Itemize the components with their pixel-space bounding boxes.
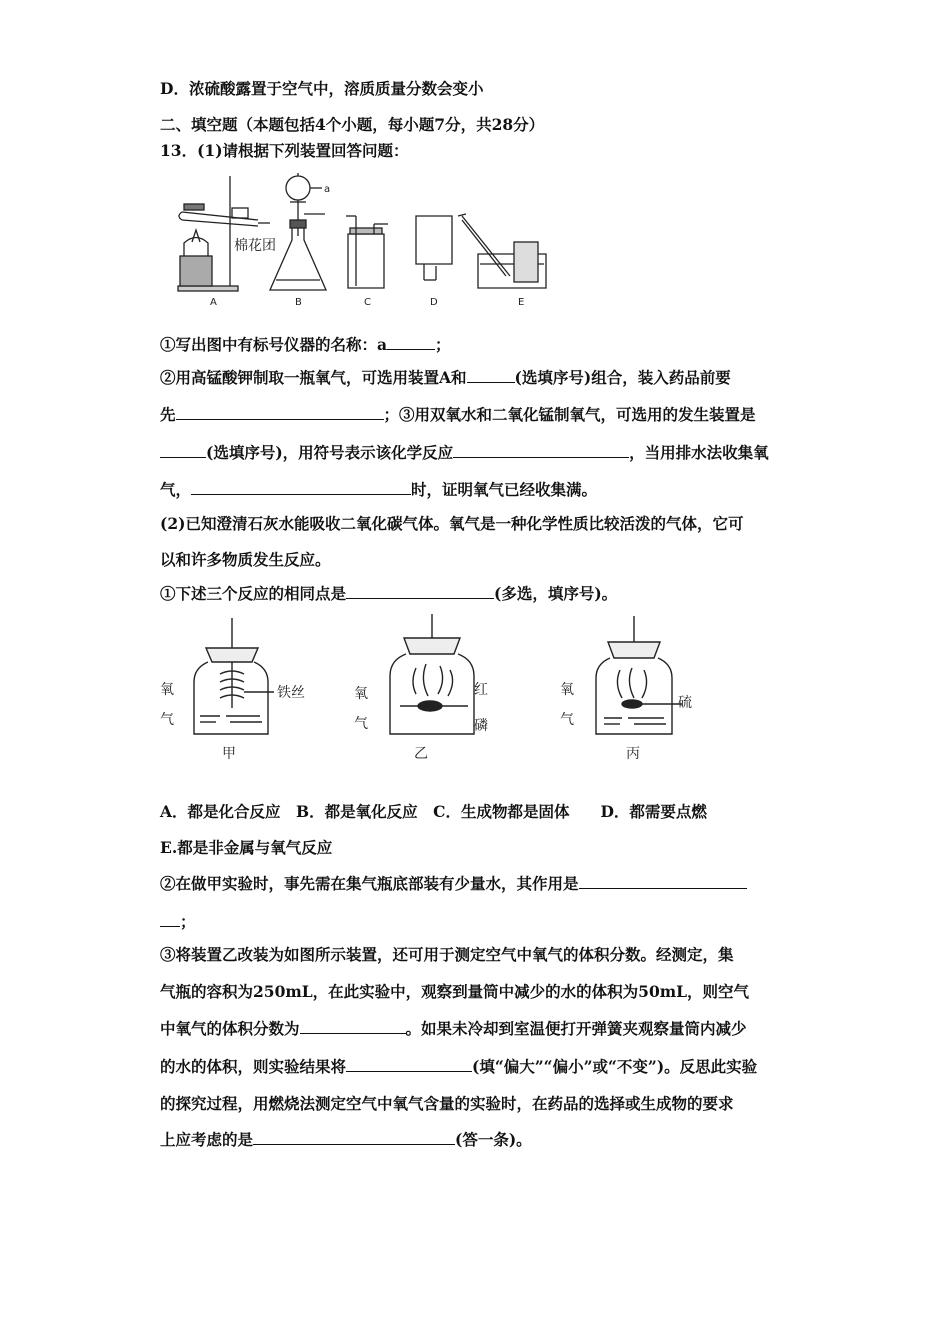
jar-bing bbox=[596, 616, 682, 734]
choice-e: E.都是非金属与氧气反应 bbox=[160, 838, 333, 857]
jar-jia-name: 甲 bbox=[222, 746, 236, 762]
choices-line: A．都是化合反应 B．都是氧化反应 C．生成物都是固体 D．都需要点燃 bbox=[160, 802, 707, 821]
part2-q3-line-4 bbox=[160, 1055, 757, 1077]
part2-q3-line-1: ③将装置乙改装为如图所示装置，还可用于测定空气中氧气的体积分数。经测定，集 bbox=[160, 945, 734, 964]
part2-q3-text-3: 的水的体积，则实验结果将 bbox=[160, 1057, 347, 1076]
q3-line-3 bbox=[160, 478, 597, 500]
label-b: B bbox=[295, 297, 302, 308]
part2-q3-text: 中氧气的体积分数为 bbox=[160, 1019, 300, 1038]
option-d: D．浓硫酸露置于空气中，溶质质量分数会变小 bbox=[160, 79, 484, 98]
q2-line-1 bbox=[160, 366, 731, 388]
apparatus-figure bbox=[170, 168, 560, 313]
part2-q3-line-2: 气瓶的容积为250mL，在此实验中，观察到量筒中减少的水的体积为50mL，则空气 bbox=[160, 982, 750, 1001]
part2-q2-text: ②在做甲实验时，事先需在集气瓶底部装有少量水，其作用是 bbox=[160, 874, 579, 893]
part2-q2-end: ； bbox=[180, 912, 196, 931]
part2-q3-text-4: (填“偏大”“偏小”或“不变”)。反思此实验 bbox=[472, 1057, 758, 1076]
q3-text-5: 时，证明氧气已经收集满。 bbox=[411, 480, 598, 499]
part2-q3-line-6 bbox=[160, 1128, 532, 1150]
answer-blank-a[interactable] bbox=[387, 334, 435, 351]
jar-jia-gas-2: 气 bbox=[160, 712, 174, 728]
answer-blank-consideration[interactable] bbox=[253, 1129, 455, 1146]
jar-yi-name: 乙 bbox=[414, 746, 428, 762]
part2-q3-line-5: 的探究过程，用燃烧法测定空气中氧气含量的实验时，在药品的选择或生成物的要求 bbox=[160, 1094, 734, 1113]
q1-text: ①写出图中有标号仪器的名称：a bbox=[160, 335, 388, 354]
apparatus-e bbox=[458, 214, 546, 288]
part2-q2 bbox=[160, 872, 747, 894]
q2-line-2 bbox=[160, 403, 756, 425]
jar-jia-gas-1: 氧 bbox=[160, 682, 174, 698]
q3-line-2 bbox=[160, 441, 769, 463]
answer-blank-generator[interactable] bbox=[160, 442, 206, 459]
section-heading: 二、填空题（本题包括4个小题，每小题7分，共28分） bbox=[160, 115, 545, 134]
part2-line-1: (2)已知澄清石灰水能吸收二氧化碳气体。氧气是一种化学性质比较活泼的气体，它可 bbox=[160, 514, 744, 533]
label-e: E bbox=[518, 297, 525, 308]
part2-q1-text: ①下述三个反应的相同点是 bbox=[160, 584, 347, 603]
jar-bing-name: 丙 bbox=[626, 746, 640, 762]
part2-q1 bbox=[160, 582, 617, 604]
answer-blank-common[interactable] bbox=[346, 583, 494, 600]
jar-yi-gas-1: 氧 bbox=[354, 686, 368, 702]
apparatus-b bbox=[270, 173, 326, 290]
part2-q3-text-5: 上应考虑的是 bbox=[160, 1130, 254, 1149]
a-marker: a bbox=[324, 184, 331, 195]
q2-text: ②用高锰酸钾制取一瓶氧气，可选用装置A和 bbox=[160, 368, 467, 387]
jar-yi-item-1: 红 bbox=[474, 682, 488, 698]
apparatus-c bbox=[346, 216, 388, 288]
jar-bing-item: 硫 bbox=[678, 695, 692, 711]
answer-blank-full[interactable] bbox=[191, 479, 411, 496]
part2-q3-line-3 bbox=[160, 1017, 747, 1039]
jar-bing-gas-1: 氧 bbox=[560, 682, 574, 698]
part2-q2-cont bbox=[160, 910, 196, 932]
question-13-intro: 13．(1)请根据下列装置回答问题： bbox=[160, 141, 409, 160]
part2-q3-text-2: 。如果未冷却到室温便打开弹簧夹观察量筒内减少 bbox=[405, 1019, 747, 1038]
label-a: A bbox=[210, 297, 217, 308]
q3-text-3: ，当用排水法收集氧 bbox=[629, 443, 769, 462]
answer-blank-equation[interactable] bbox=[453, 442, 629, 459]
part2-line-2: 以和许多物质发生反应。 bbox=[160, 550, 331, 569]
apparatus-a bbox=[178, 176, 270, 291]
answer-blank-water[interactable] bbox=[579, 873, 747, 890]
label-c: C bbox=[364, 297, 371, 308]
jar-yi bbox=[390, 614, 474, 734]
q3-text-4: 气， bbox=[160, 480, 192, 499]
jar-bing-gas-2: 气 bbox=[560, 712, 574, 728]
apparatus-d bbox=[416, 216, 452, 280]
jar-jia-item: 铁丝 bbox=[277, 685, 305, 701]
q1-end: ； bbox=[435, 335, 451, 354]
combustion-figure bbox=[150, 612, 710, 772]
q2-text-2: (选填序号)组合，装入药品前要 bbox=[514, 368, 731, 387]
q1-line-1 bbox=[160, 333, 451, 355]
part2-q3-end: (答一条)。 bbox=[455, 1130, 532, 1149]
jar-jia bbox=[194, 618, 274, 734]
jar-yi-item-2: 磷 bbox=[474, 718, 488, 734]
q2-text-3: 先 bbox=[160, 405, 176, 424]
part2-q1-end: (多选，填序号)。 bbox=[494, 584, 618, 603]
q3-text-2: (选填序号)，用符号表示该化学反应 bbox=[206, 443, 454, 462]
answer-blank-water-cont[interactable] bbox=[160, 911, 180, 928]
answer-blank-result[interactable] bbox=[346, 1056, 472, 1073]
label-d: D bbox=[430, 297, 438, 308]
jar-yi-gas-2: 气 bbox=[354, 716, 368, 732]
q3-text: ；③用双氧水和二氧化锰制氧气，可选用的发生装置是 bbox=[383, 405, 756, 424]
answer-blank-before[interactable] bbox=[176, 404, 384, 421]
answer-blank-collect[interactable] bbox=[467, 367, 515, 384]
cotton-label: 棉花团 bbox=[234, 238, 276, 254]
answer-blank-fraction[interactable] bbox=[300, 1018, 406, 1035]
